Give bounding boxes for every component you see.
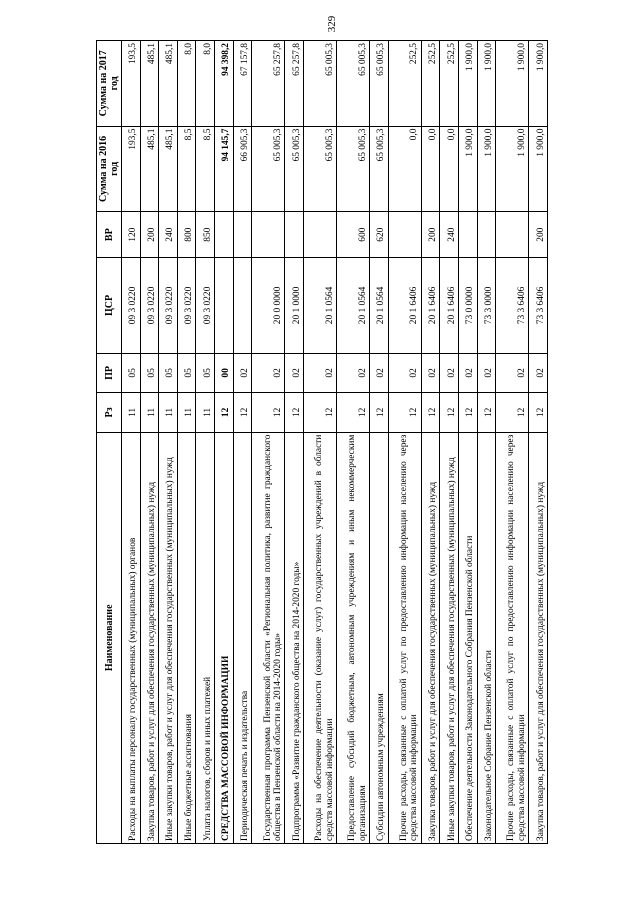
cell-vr [496,212,529,258]
budget-table [96,40,548,844]
cell-name: Закупка товаров, работ и услуг для обеспечения государственных (муниципальных) нужд [421,432,440,843]
cell-sum2017: 1 900,0 [458,41,477,127]
cell-sum2016: 65 005,3 [252,126,285,212]
cell-sum2016: 485,1 [140,126,159,212]
cell-sum2016: 66 905,3 [233,126,252,212]
cell-csr [215,258,234,353]
cell-rz: 12 [440,393,459,432]
cell-csr: 20 1 6406 [421,258,440,353]
cell-pr: 02 [285,353,304,392]
cell-name: Уплата налогов, сборов и иных платежей [196,432,215,843]
cell-rz: 12 [252,393,285,432]
cell-rz: 12 [336,393,369,432]
cell-rz: 12 [496,393,529,432]
cell-pr: 05 [177,353,196,392]
cell-sum2017: 1 900,0 [477,41,496,127]
table-row [177,41,196,844]
cell-pr: 02 [529,353,548,392]
header-vr: ВР [97,212,122,258]
cell-csr: 20 1 6406 [388,258,421,353]
cell-name: Государственная программа Пензенской области «Региональная политика, развитие гражданского общества в Пензенской области на 2014-2020 годы» [252,432,285,843]
cell-sum2017: 193,5 [122,41,141,127]
cell-sum2016: 65 005,3 [285,126,304,212]
table-row [529,41,548,844]
cell-name: Обеспечение деятельности Законодательного Собрания Пензенской области [458,432,477,843]
cell-vr [215,212,234,258]
cell-csr: 09 3 0220 [177,258,196,353]
cell-name: Иные закупки товаров, работ и услуг для обеспечения государственных (муниципальных) нужд [159,432,178,843]
cell-sum2016: 1 900,0 [496,126,529,212]
cell-sum2017: 65 257,8 [252,41,285,127]
cell-sum2017: 65 005,3 [370,41,389,127]
cell-sum2017: 485,1 [140,41,159,127]
cell-pr: 02 [233,353,252,392]
cell-vr: 620 [370,212,389,258]
table-row [252,41,285,844]
cell-vr: 200 [421,212,440,258]
cell-rz: 12 [303,393,336,432]
cell-csr: 09 3 0220 [140,258,159,353]
cell-csr: 20 0 0000 [252,258,285,353]
cell-name: Прочие расходы, связанные с оплатой услуг по предоставлению информации населению через средства массовой информации [496,432,529,843]
cell-pr: 05 [122,353,141,392]
cell-vr: 200 [140,212,159,258]
table-header-row [97,41,122,844]
cell-csr [233,258,252,353]
header-pr: ПР [97,353,122,392]
cell-sum2017: 65 257,8 [285,41,304,127]
cell-vr: 850 [196,212,215,258]
cell-sum2016: 65 005,3 [336,126,369,212]
cell-rz: 11 [140,393,159,432]
cell-pr: 05 [196,353,215,392]
cell-name: Расходы на выплаты персоналу государственных (муниципальных) органов [122,432,141,843]
cell-csr: 73 3 0000 [477,258,496,353]
cell-sum2017: 485,1 [159,41,178,127]
cell-rz: 11 [159,393,178,432]
cell-name: Закупка товаров, работ и услуг для обеспечения государственных (муниципальных) нужд [140,432,159,843]
cell-csr: 20 1 0000 [285,258,304,353]
header-name: Наименование [97,432,122,843]
cell-csr: 20 1 0564 [336,258,369,353]
cell-vr [477,212,496,258]
table-body [122,41,548,844]
table-row [388,41,421,844]
cell-rz: 12 [421,393,440,432]
cell-pr: 02 [477,353,496,392]
cell-pr: 02 [252,353,285,392]
table-row [458,41,477,844]
cell-rz: 12 [370,393,389,432]
cell-sum2016: 1 900,0 [458,126,477,212]
cell-vr: 240 [440,212,459,258]
table-row [159,41,178,844]
table-row [336,41,369,844]
cell-name: Субсидии автономным учреждениям [370,432,389,843]
cell-pr: 02 [496,353,529,392]
cell-name: Закупка товаров, работ и услуг для обеспечения государственных (муниципальных) нужд [529,432,548,843]
table-row [477,41,496,844]
cell-vr [458,212,477,258]
cell-pr: 05 [159,353,178,392]
cell-sum2017: 65 005,3 [336,41,369,127]
cell-rz: 11 [122,393,141,432]
cell-sum2016: 0,0 [421,126,440,212]
table-row [370,41,389,844]
cell-sum2016: 8,5 [196,126,215,212]
cell-rz: 12 [233,393,252,432]
cell-pr: 02 [388,353,421,392]
cell-name: Законодательное Собрание Пензенской области [477,432,496,843]
cell-sum2016: 0,0 [388,126,421,212]
table-row [285,41,304,844]
table-row [215,41,234,844]
cell-sum2017: 1 900,0 [529,41,548,127]
cell-name: Иные бюджетные ассигнования [177,432,196,843]
cell-csr: 20 1 6406 [440,258,459,353]
cell-sum2016: 8,5 [177,126,196,212]
table-row [122,41,141,844]
cell-rz: 12 [215,393,234,432]
cell-rz: 12 [285,393,304,432]
cell-rz: 12 [529,393,548,432]
cell-pr: 02 [440,353,459,392]
cell-sum2017: 67 157,8 [233,41,252,127]
cell-sum2016: 65 005,3 [370,126,389,212]
cell-sum2017: 65 005,3 [303,41,336,127]
cell-sum2016: 65 005,3 [303,126,336,212]
header-rz: Рз [97,393,122,432]
cell-rz: 12 [477,393,496,432]
cell-pr: 02 [458,353,477,392]
cell-pr: 05 [140,353,159,392]
cell-vr: 200 [529,212,548,258]
cell-csr: 09 3 0220 [196,258,215,353]
cell-csr: 73 0 0000 [458,258,477,353]
cell-sum2016: 485,1 [159,126,178,212]
cell-sum2016: 1 900,0 [477,126,496,212]
cell-rz: 11 [177,393,196,432]
cell-pr: 02 [336,353,369,392]
cell-vr: 120 [122,212,141,258]
table-row [496,41,529,844]
cell-name: Подпрограмма «Развитие гражданского общества на 2014-2020 годы» [285,432,304,843]
cell-rz: 12 [388,393,421,432]
cell-vr [388,212,421,258]
cell-vr: 800 [177,212,196,258]
cell-vr [252,212,285,258]
cell-sum2016: 0,0 [440,126,459,212]
cell-name: Расходы на обеспечение деятельности (оказание услуг) государственных учреждений в области средств массовой информации [303,432,336,843]
cell-rz: 11 [196,393,215,432]
table-row [196,41,215,844]
cell-csr: 09 3 0220 [159,258,178,353]
cell-pr: 02 [370,353,389,392]
cell-pr: 02 [303,353,336,392]
cell-csr: 20 1 0564 [370,258,389,353]
table-row [303,41,336,844]
cell-vr [285,212,304,258]
cell-name: Периодическая печать и издательства [233,432,252,843]
cell-csr: 09 3 0220 [122,258,141,353]
cell-sum2016: 94 145,7 [215,126,234,212]
cell-csr: 73 3 6406 [529,258,548,353]
cell-sum2017: 252,5 [388,41,421,127]
cell-rz: 12 [458,393,477,432]
cell-sum2017: 252,5 [421,41,440,127]
table-row [440,41,459,844]
table-row [421,41,440,844]
cell-name: СРЕДСТВА МАССОВОЙ ИНФОРМАЦИИ [215,432,234,843]
cell-sum2017: 8,0 [177,41,196,127]
header-csr: ЦСР [97,258,122,353]
cell-sum2017: 8,0 [196,41,215,127]
table-row [233,41,252,844]
cell-pr: 02 [421,353,440,392]
cell-csr: 73 3 6406 [496,258,529,353]
cell-sum2016: 193,5 [122,126,141,212]
cell-sum2017: 1 900,0 [496,41,529,127]
cell-csr: 20 1 0564 [303,258,336,353]
table-row [140,41,159,844]
cell-sum2017: 94 398,2 [215,41,234,127]
page-number: 329 [326,15,338,33]
cell-name: Предоставление субсидий бюджетным, автономным учреждениям и иным некоммерческим организациям [336,432,369,843]
cell-vr: 600 [336,212,369,258]
cell-name: Иные закупки товаров, работ и услуг для обеспечения государственных (муниципальных) нужд [440,432,459,843]
rotated-page-content [96,40,548,844]
header-sum-2017: Сумма на 2017 год [97,41,122,127]
cell-pr: 00 [215,353,234,392]
cell-vr: 240 [159,212,178,258]
cell-vr [233,212,252,258]
cell-name: Прочие расходы, связанные с оплатой услуг по предоставлению информации населению через средства массовой информации [388,432,421,843]
header-sum-2016: Сумма на 2016 год [97,126,122,212]
cell-vr [303,212,336,258]
cell-sum2017: 252,5 [440,41,459,127]
cell-sum2016: 1 900,0 [529,126,548,212]
